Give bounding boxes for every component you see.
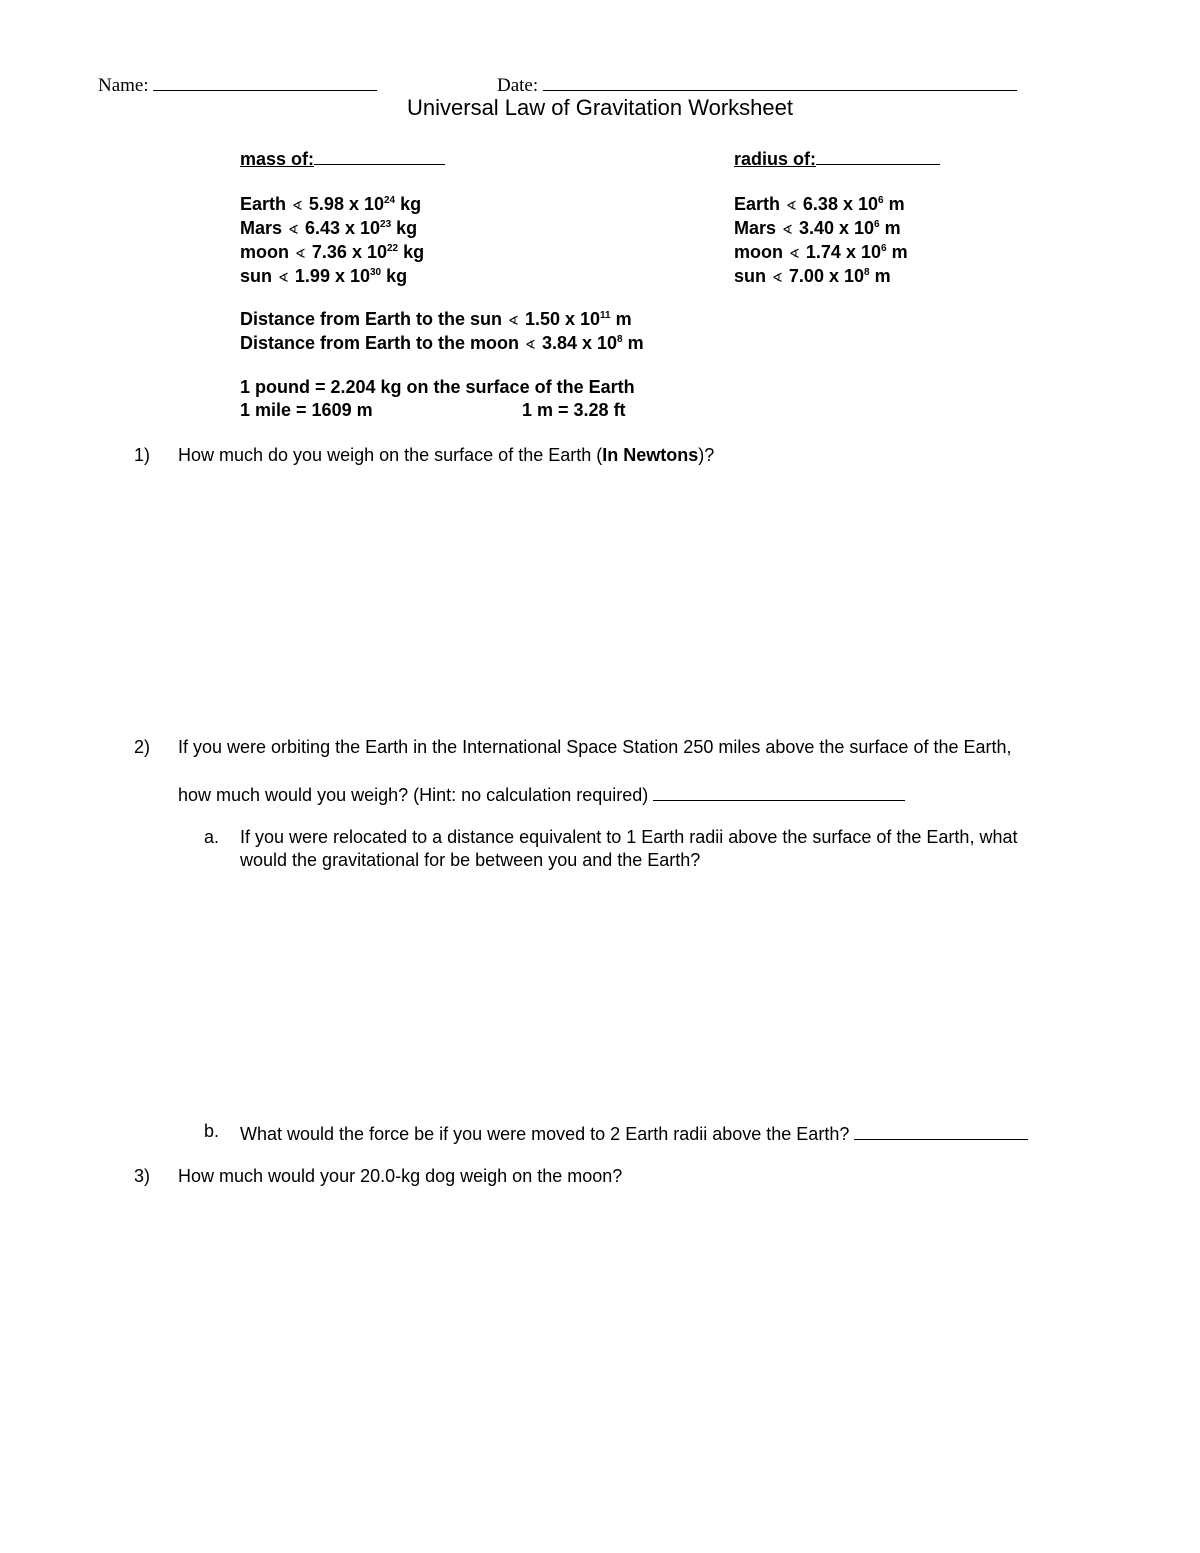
value-exponent: 22 (386, 243, 399, 254)
body-name: Earth (734, 194, 781, 214)
name-field[interactable] (98, 72, 377, 97)
name-label: Name: (98, 75, 149, 96)
radius-list (734, 193, 940, 289)
value-exponent: 30 (370, 267, 382, 278)
body-name: Mars (240, 218, 283, 238)
value-exponent: 8 (864, 267, 870, 278)
body-name: moon (734, 242, 783, 262)
question-1-text: How much do you weigh on the surface of the Earth (In Newtons)? (178, 445, 715, 465)
value-mantissa: 7.00 x 10 (788, 266, 864, 286)
question-2b-label: b. (204, 1121, 220, 1141)
approx-symbol: ∢ (508, 313, 519, 328)
mass-row (240, 265, 445, 289)
pound-conversion: 1 pound = 2.204 kg on the surface of the Earth (240, 377, 635, 397)
value-unit: m (615, 309, 632, 329)
value-unit: m (884, 218, 901, 238)
distance-label: Distance from Earth to the moon (240, 333, 520, 353)
approx-symbol: ∢ (525, 337, 536, 352)
body-name: Mars (734, 218, 777, 238)
value-unit: kg (386, 266, 408, 286)
mass-column (240, 148, 445, 289)
conversions (240, 376, 635, 422)
value-mantissa: 6.43 x 10 (304, 218, 381, 238)
question-3-text: How much would your 20.0-kg dog weigh on the moon? (178, 1166, 623, 1186)
mass-row (240, 241, 445, 265)
question-2a-line-2: would the gravitational for be between you and the Earth? (240, 850, 701, 870)
approx-symbol: ∢ (789, 246, 800, 261)
radius-row (734, 193, 940, 217)
value-unit: m (888, 194, 905, 214)
value-mantissa: 3.40 x 10 (798, 218, 875, 238)
body-name: Earth (240, 194, 287, 214)
body-name: sun (734, 266, 767, 286)
distance-label: Distance from Earth to the sun (240, 309, 503, 329)
approx-symbol: ∢ (786, 198, 797, 213)
value-exponent: 23 (380, 219, 392, 230)
radius-row (734, 217, 940, 241)
question-2a-line-1: If you were relocated to a distance equivalent to 1 Earth radii above the surface of the Earth, what (240, 827, 1018, 847)
value-exponent: 6 (874, 219, 880, 230)
question-2-line-1: If you were orbiting the Earth in the International Space Station 250 miles above the surface of the Earth, (178, 737, 1012, 757)
distance-list (240, 308, 644, 356)
radius-row (734, 241, 940, 265)
distance-row (240, 332, 644, 356)
approx-symbol: ∢ (782, 222, 793, 237)
mass-heading: mass of: (240, 148, 445, 171)
value-mantissa: 1.99 x 10 (294, 266, 370, 286)
radius-row (734, 265, 940, 289)
value-mantissa: 6.38 x 10 (802, 194, 878, 214)
value-unit: m (874, 266, 891, 286)
name-blank[interactable] (153, 72, 377, 91)
mass-row (240, 193, 445, 217)
value-unit: kg (396, 218, 418, 238)
question-2b-text: What would the force be if you were moved to 2 Earth radii above the Earth? (240, 1121, 1028, 1145)
question-2a-label: a. (204, 827, 220, 847)
approx-symbol: ∢ (295, 246, 306, 261)
approx-symbol: ∢ (288, 222, 299, 237)
question-3-number: 3) (134, 1166, 151, 1186)
question-2b-answer-blank[interactable] (854, 1121, 1028, 1140)
question-2-line-2: how much would you weigh? (Hint: no calculation required) (178, 782, 905, 806)
question-2-number: 2) (134, 737, 151, 757)
radius-column (734, 148, 940, 289)
value-unit: m (627, 333, 644, 353)
mass-row (240, 217, 445, 241)
value-exponent: 6 (878, 195, 884, 206)
value-unit: m (891, 242, 908, 262)
value-mantissa: 1.74 x 10 (805, 242, 881, 262)
value-unit: kg (400, 194, 422, 214)
value-exponent: 8 (617, 334, 623, 345)
date-label: Date: (497, 75, 539, 96)
value-mantissa: 1.50 x 10 (524, 309, 601, 329)
value-exponent: 11 (600, 310, 611, 321)
approx-symbol: ∢ (772, 270, 783, 285)
date-field[interactable] (497, 72, 1017, 97)
question-1-number: 1) (134, 445, 151, 465)
value-exponent: 6 (880, 243, 887, 254)
value-unit: kg (403, 242, 425, 262)
value-exponent: 24 (384, 195, 396, 206)
page-title: Universal Law of Gravitation Worksheet (407, 95, 793, 120)
approx-symbol: ∢ (292, 198, 303, 213)
question-2-answer-blank[interactable] (653, 782, 905, 801)
value-mantissa: 3.84 x 10 (541, 333, 618, 353)
approx-symbol: ∢ (278, 270, 289, 285)
body-name: sun (240, 266, 273, 286)
mile-conversion: 1 mile = 1609 m (240, 400, 373, 420)
distance-row (240, 308, 644, 332)
value-mantissa: 7.36 x 10 (311, 242, 387, 262)
body-name: moon (240, 242, 289, 262)
meter-conversion: 1 m = 3.28 ft (522, 400, 626, 420)
mass-list (240, 193, 445, 289)
value-mantissa: 5.98 x 10 (308, 194, 384, 214)
radius-heading: radius of: (734, 148, 940, 171)
date-blank[interactable] (543, 72, 1017, 91)
